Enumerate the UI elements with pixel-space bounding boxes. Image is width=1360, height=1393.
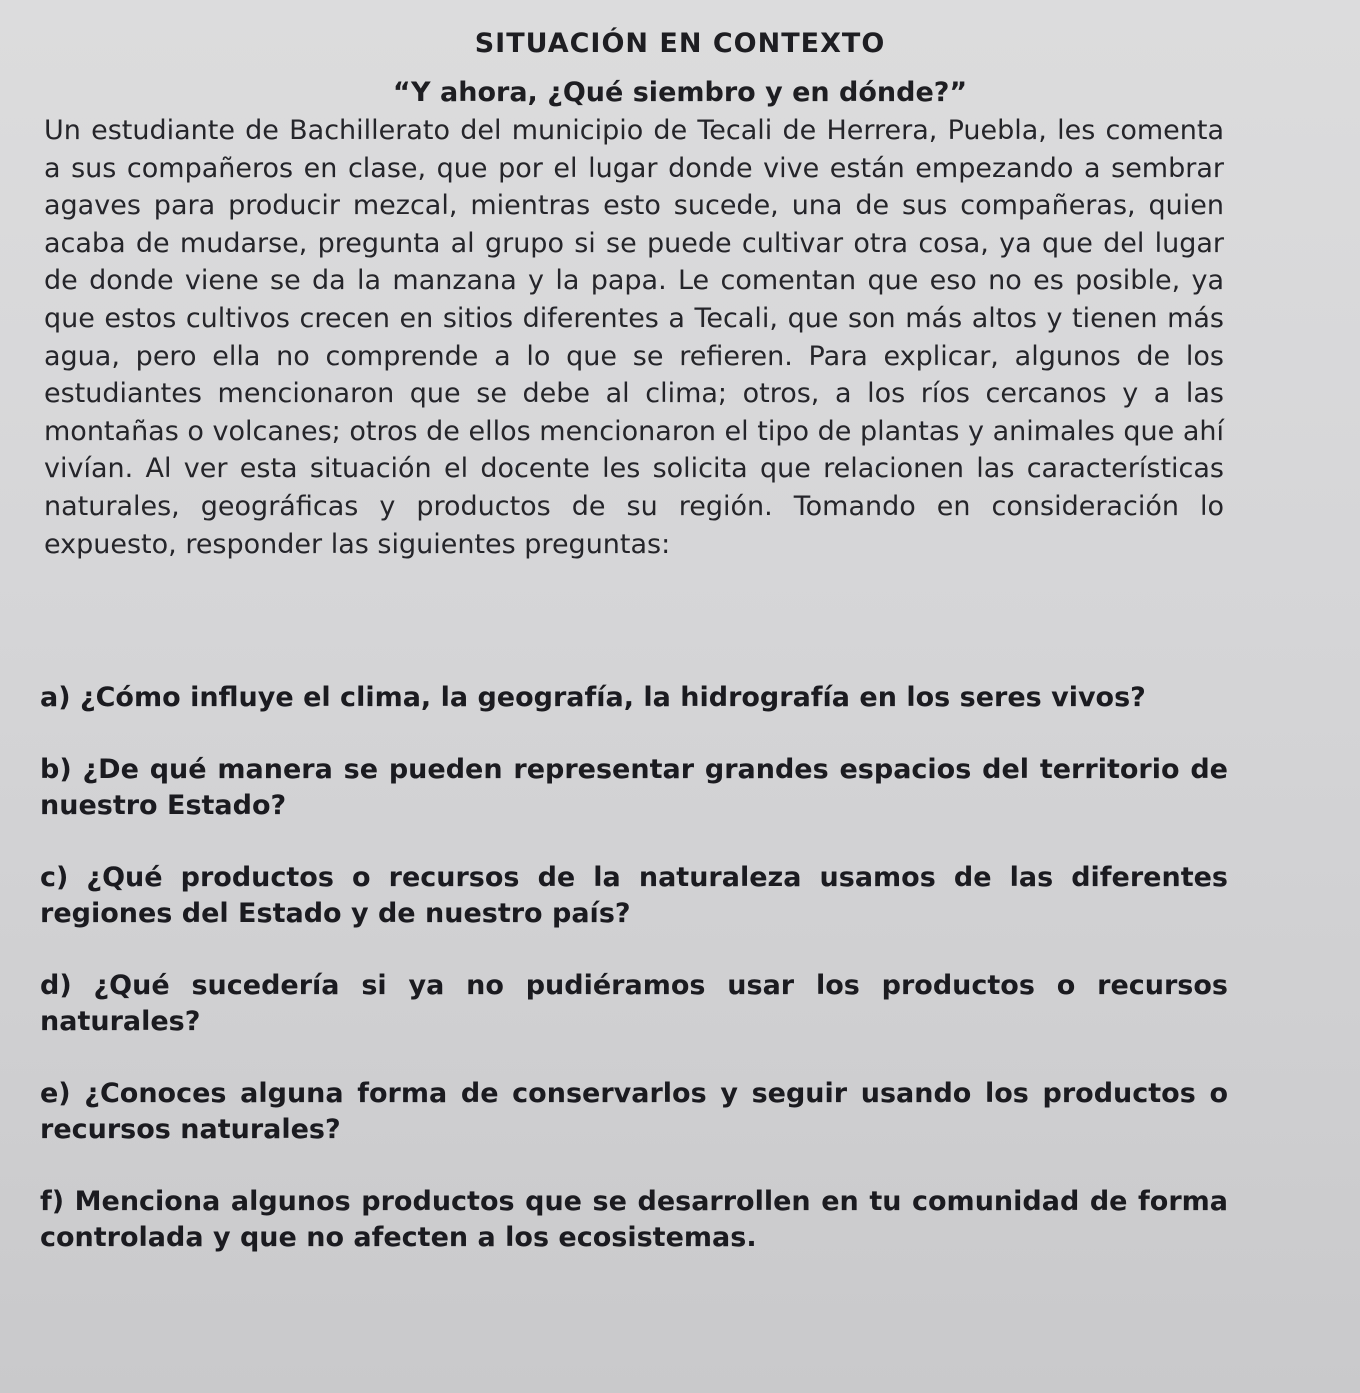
question-e: e) ¿Conoces alguna forma de conservarlos y seguir usando los productos o recursos naturales? — [40, 1078, 1228, 1145]
question-f: f) Menciona algunos productos que se desarrollen en tu comunidad de forma controlada y que no afecten a los ecosistemas. — [40, 1186, 1228, 1253]
section-title: SITUACIÓN EN CONTEXTO — [474, 28, 886, 59]
question-c: c) ¿Qué productos o recursos de la naturaleza usamos de las diferentes regiones del Estado y de nuestro país? — [40, 862, 1228, 929]
intro-paragraph: Un estudiante de Bachillerato del municipio de Tecali de Herrera, Puebla, les comenta a sus compañeros en clase, que por el lugar donde vive están empezando a sembrar agaves para producir mezcal, mientras esto sucede, una de sus compañeras, quien acaba de mudarse, pregunta al grupo si se puede cultivar otra cosa, ya que del lugar de donde viene se da la manzana y la papa. Le comentan que eso no es posible, ya que estos cultivos crecen en sitios diferentes a Tecali, que son más altos y tienen más agua, pero ella no comprende a lo que se refieren. Para explicar, algunos de los estudiantes mencionaron que se debe al clima; otros, a los ríos cercanos y a las montañas o volcanes; otros de ellos mencionaron el tipo de plantas y animales que ahí vivían. Al ver esta situación el docente les solicita que relacionen las características naturales, geográficas y productos de su región. Tomando en consideración lo expuesto, responder las siguientes preguntas: — [44, 115, 1224, 560]
question-b: b) ¿De qué manera se pueden representar grandes espacios del territorio de nuestro Estado? — [40, 754, 1228, 821]
story-title: “Y ahora, ¿Qué siembro y en dónde?” — [392, 77, 968, 108]
question-list — [40, 680, 1228, 1292]
question-d: d) ¿Qué sucedería si ya no pudiéramos usar los productos o recursos naturales? — [40, 970, 1228, 1037]
question-a: a) ¿Cómo influye el clima, la geografía, la hidrografía en los seres vivos? — [40, 682, 1146, 713]
